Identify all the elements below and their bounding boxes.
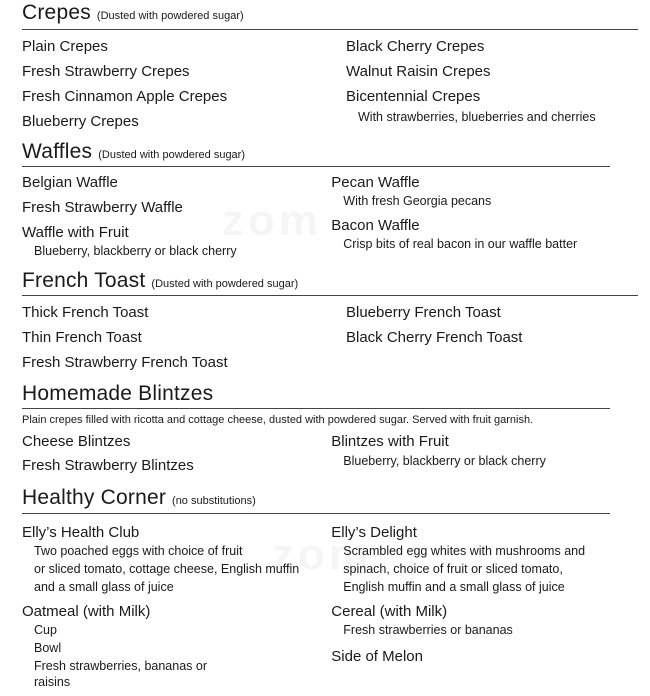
section-waffles	[22, 139, 610, 260]
section-note: (Dusted with powdered sugar)	[96, 10, 244, 22]
section-header-waffles	[22, 139, 610, 167]
section-crepes	[22, 0, 638, 137]
menu-item: Fresh Strawberry Waffle	[22, 199, 183, 216]
menu-item: Cereal (with Milk)	[331, 603, 448, 620]
section-blintzes	[22, 381, 610, 480]
item-description: Blueberry, blackberry or black cherry	[34, 244, 237, 258]
menu-item: Elly’s Delight	[331, 524, 417, 541]
menu-item: Black Cherry French Toast	[346, 329, 523, 346]
menu-item: Pecan Waffle	[331, 174, 420, 191]
item-description: Scrambled egg whites with mushrooms and	[343, 544, 586, 558]
section-title: French Toast	[22, 269, 146, 292]
section-header-french-toast	[22, 268, 638, 296]
section-header-crepes	[22, 0, 638, 30]
section-french-toast	[22, 268, 638, 378]
item-description: English muffin and a small glass of juice	[343, 580, 565, 594]
menu-item: Cheese Blintzes	[22, 433, 131, 450]
menu-item: Plain Crepes	[22, 38, 108, 55]
menu-item: Walnut Raisin Crepes	[346, 63, 491, 80]
menu-item: Fresh Strawberry Crepes	[22, 63, 190, 80]
section-title: Crepes	[22, 1, 91, 24]
item-description: Bowl	[34, 641, 62, 655]
item-description: Cup	[34, 623, 57, 637]
menu-item: Thick French Toast	[22, 304, 149, 321]
menu-item: Blintzes with Fruit	[331, 433, 449, 450]
menu-item: Waffle with Fruit	[22, 224, 129, 241]
menu-item: Blueberry Crepes	[22, 113, 139, 130]
item-description: and a small glass of juice	[34, 580, 174, 594]
menu-item: Elly’s Health Club	[22, 524, 140, 541]
section-title: Homemade Blintzes	[22, 382, 214, 405]
section-title: Waffles	[22, 140, 93, 163]
menu-item: Fresh Cinnamon Apple Crepes	[22, 88, 228, 105]
item-description: Fresh strawberries or bananas	[343, 623, 513, 637]
section-note: (Dusted with powdered sugar)	[98, 149, 246, 161]
menu-item: Oatmeal (with Milk)	[22, 603, 151, 620]
menu-item: Bacon Waffle	[331, 217, 420, 234]
section-note: (no substitutions)	[172, 495, 256, 507]
menu-item: Black Cherry Crepes	[346, 38, 485, 55]
section-note: (Dusted with powdered sugar)	[151, 278, 299, 290]
menu-item: Side of Melon	[331, 648, 423, 665]
item-description: Blueberry, blackberry or black cherry	[343, 454, 546, 468]
section-title: Healthy Corner	[22, 486, 167, 509]
menu-item: Blueberry French Toast	[346, 304, 501, 321]
item-description: With fresh Georgia pecans	[343, 194, 492, 208]
section-healthy-corner	[22, 485, 610, 690]
section-header-blintzes	[22, 381, 610, 409]
section-description: Plain crepes filled with ricotta and cottage cheese, dusted with powdered sugar. Served with fruit garnish.	[22, 414, 534, 426]
item-description: Crisp bits of real bacon in our waffle batter	[343, 237, 578, 251]
item-description: With strawberries, blueberries and cherries	[358, 110, 596, 124]
item-description: Fresh strawberries, bananas or	[34, 659, 207, 673]
section-header-healthy-corner	[22, 485, 610, 514]
item-description: or sliced tomato, cottage cheese, English muffin	[34, 562, 300, 576]
item-description: spinach, choice of fruit or sliced tomato,	[343, 562, 563, 576]
menu-item: Bicentennial Crepes	[346, 88, 481, 105]
menu-item: Fresh Strawberry French Toast	[22, 354, 228, 371]
menu-item: Thin French Toast	[22, 329, 142, 346]
item-description: raisins	[34, 675, 71, 689]
item-description: Two poached eggs with choice of fruit	[34, 544, 243, 558]
menu-item: Fresh Strawberry Blintzes	[22, 457, 194, 474]
menu-item: Belgian Waffle	[22, 174, 118, 191]
